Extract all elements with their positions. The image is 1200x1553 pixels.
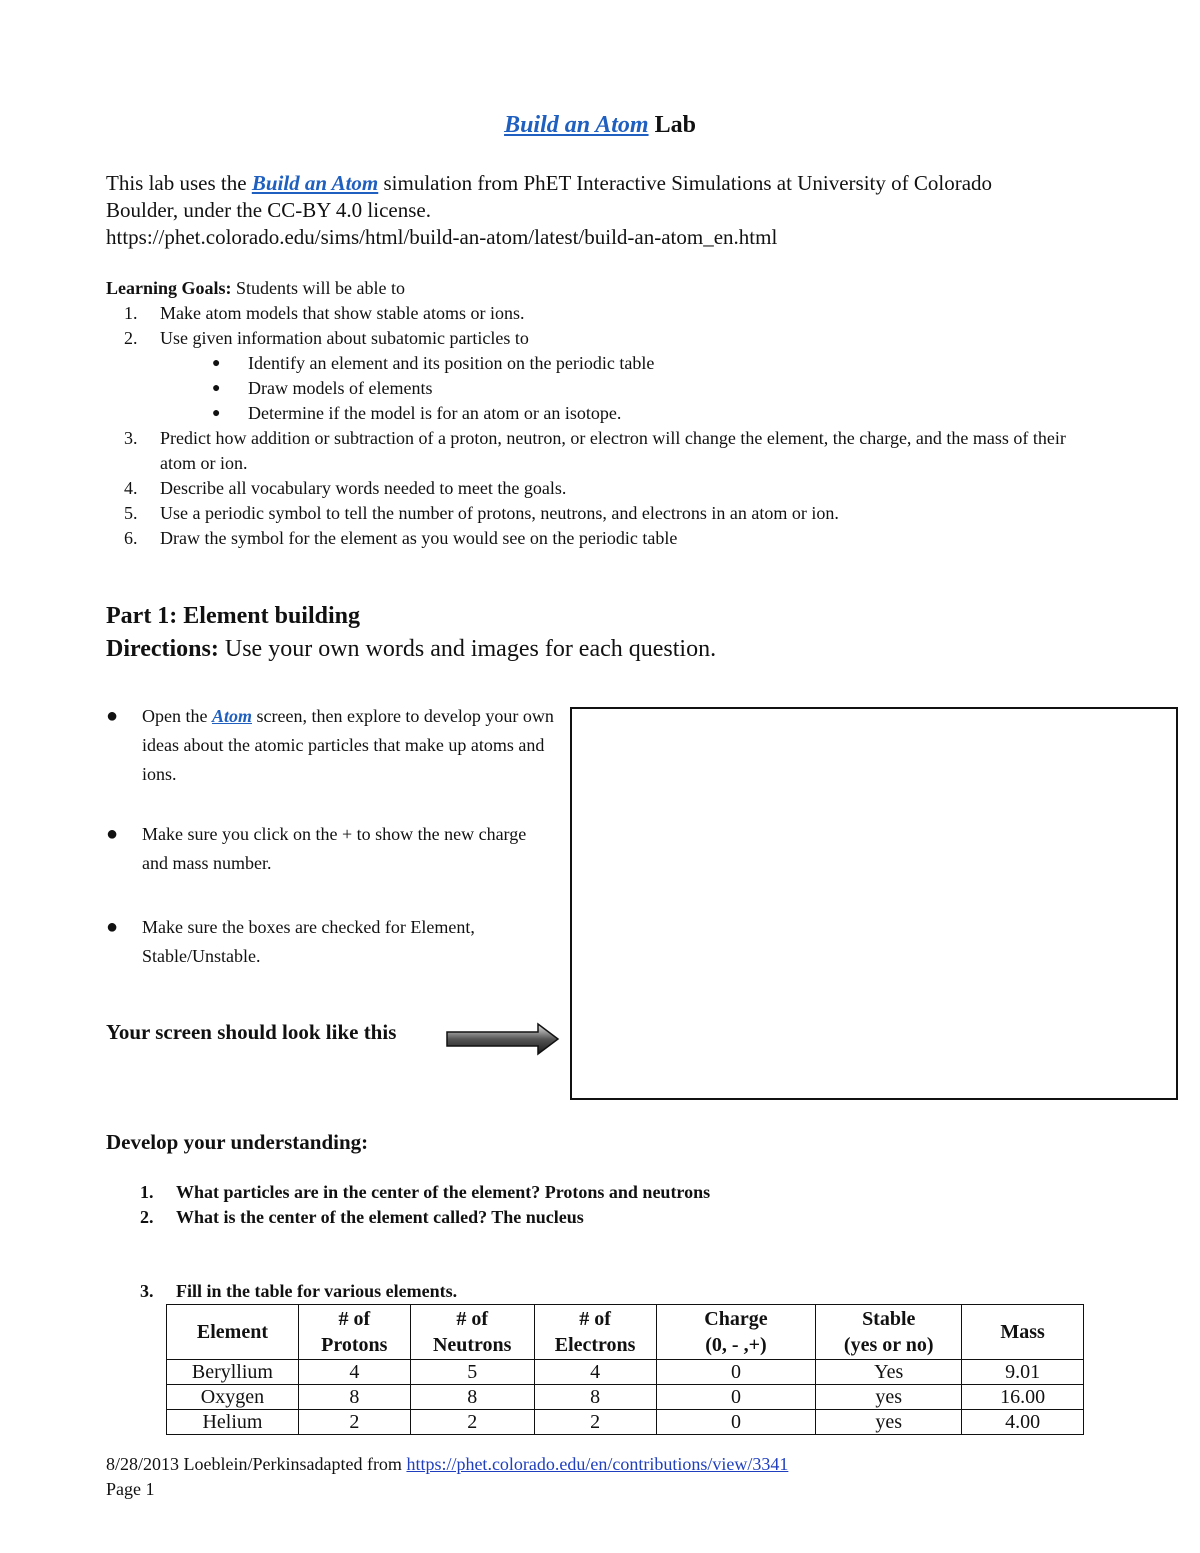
header-electrons: # of Electrons [534,1305,656,1360]
goal-text: Predict how addition or subtraction of a proton, neutron, or electron will change the element, the charge, and the mass of their atom or ion. [160,428,1066,473]
table-cell[interactable]: 0 [656,1360,816,1385]
question-text: What is the center of the element called? The nucleus [176,1207,584,1227]
goal-number: 4. [124,478,138,498]
question-number: 1. [140,1182,154,1202]
bullet-icon: ● [106,705,119,727]
table-row [167,1360,1084,1385]
learning-goals-lead: Students will be able to [231,278,405,298]
directions-label: Directions: [106,636,219,662]
goal-number: 3. [124,428,138,448]
goal-subitem [106,401,1106,426]
instruction-suffix: screen, then explore to develop your own ideas about the atomic particles that make up atoms and ions. [142,706,554,784]
table-row [167,1410,1084,1435]
goal-number: 1. [124,303,138,323]
instruction-bullet [106,820,556,878]
instruction-bullet [106,702,556,789]
header-stable: Stable (yes or no) [816,1305,962,1360]
goal-item [106,501,1106,526]
table-cell[interactable]: 2 [410,1410,534,1435]
goal-subitem-text: Identify an element and its position on the periodic table [248,353,655,373]
table-row [167,1385,1084,1410]
footer-source-link[interactable]: https://phet.colorado.edu/en/contributions/view/3341 [406,1454,789,1474]
goal-number: 5. [124,503,138,523]
develop-heading: Develop your understanding: [106,1130,369,1154]
intro-paragraph [106,170,1066,251]
header-element: Element [167,1305,299,1360]
right-arrow-icon [446,1022,560,1056]
table-cell[interactable]: Helium [167,1410,299,1435]
elements-table [166,1304,1084,1435]
goal-item [106,476,1106,501]
goal-text: Use given information about subatomic particles to [160,328,529,348]
table-cell[interactable]: 0 [656,1385,816,1410]
goal-subitem-text: Draw models of elements [248,378,433,398]
part1-directions [106,633,716,666]
page-title [0,112,1200,139]
goal-subitem [106,376,1106,401]
goal-subitem [106,351,1106,376]
table-cell[interactable]: yes [816,1410,962,1435]
goal-item [106,326,1106,351]
goal-number: 6. [124,528,138,548]
table-cell[interactable]: 8 [534,1385,656,1410]
page-footer [106,1452,788,1502]
table-cell[interactable]: 4 [534,1360,656,1385]
header-mass: Mass [962,1305,1084,1360]
bullet-icon: ● [212,381,221,396]
table-header-row [167,1305,1084,1360]
question-number: 2. [140,1207,154,1227]
goal-item [106,526,1106,551]
bullet-icon: ● [106,823,119,845]
intro-prefix: This lab uses the [106,171,247,195]
intro-suffix: simulation from PhET Interactive Simulations at University of Colorado Boulder, under the CC-BY 4.0 license. [106,171,993,222]
table-cell[interactable]: 4.00 [962,1410,1084,1435]
question-number: 3. [140,1281,154,1301]
goal-item [106,301,1106,326]
header-neutrons: # of Neutrons [410,1305,534,1360]
table-cell[interactable]: 2 [298,1410,410,1435]
instruction-bullet [106,913,556,971]
title-lab-text: Lab [654,112,696,138]
intro-sim-link[interactable]: Build an Atom [251,171,379,195]
question-item [140,1182,710,1203]
goal-text: Make atom models that show stable atoms or ions. [160,303,525,323]
goal-text: Describe all vocabulary words needed to meet the goals. [160,478,567,498]
question-item [140,1281,457,1302]
instruction-text [106,702,556,789]
question-text: Fill in the table for various elements. [176,1281,458,1301]
footer-prefix: 8/28/2013 Loeblein/Perkinsadapted from [106,1454,407,1474]
instruction-text: Make sure you click on the + to show the new charge and mass number. [142,824,527,873]
table-cell[interactable]: Oxygen [167,1385,299,1410]
goal-text: Draw the symbol for the element as you would see on the periodic table [160,528,678,548]
table-cell[interactable]: 0 [656,1410,816,1435]
learning-goals-label: Learning Goals: [106,278,232,298]
table-cell[interactable]: 8 [410,1385,534,1410]
table-cell[interactable]: yes [816,1385,962,1410]
goal-item [106,426,1106,476]
question-text: What particles are in the center of the element? Protons and neutrons [176,1182,711,1202]
header-protons: # of Protons [298,1305,410,1360]
question-item [140,1207,584,1228]
table-cell[interactable]: Beryllium [167,1360,299,1385]
title-sim-link[interactable]: Build an Atom [504,112,649,138]
table-cell[interactable]: 8 [298,1385,410,1410]
goal-subitem-text: Determine if the model is for an atom or an isotope. [248,403,622,423]
table-cell[interactable]: 2 [534,1410,656,1435]
screenshot-placeholder-box [570,707,1178,1100]
intro-url: https://phet.colorado.edu/sims/html/build-an-atom/latest/build-an-atom_en.html [106,225,778,249]
table-cell[interactable]: 16.00 [962,1385,1084,1410]
table-cell[interactable]: 5 [410,1360,534,1385]
bullet-icon: ● [212,356,221,371]
learning-goals [106,276,1106,551]
screen-note: Your screen should look like this [106,1020,397,1044]
learning-goals-intro [106,276,1106,301]
instruction-prefix: Open the [142,706,212,726]
header-charge: Charge (0, - ,+) [656,1305,816,1360]
goal-text: Use a periodic symbol to tell the number of protons, neutrons, and electrons in an atom or ion. [160,503,839,523]
bullet-icon: ● [212,406,221,421]
part1-heading [106,600,716,666]
table-cell[interactable]: Yes [816,1360,962,1385]
instruction-text: Make sure the boxes are checked for Element, Stable/Unstable. [142,917,475,966]
page-number: Page 1 [106,1479,155,1499]
part1-title: Part 1: Element building [106,603,361,629]
bullet-icon: ● [106,916,119,938]
goal-number: 2. [124,328,138,348]
directions-text: Use your own words and images for each question. [218,636,717,662]
atom-screen-link[interactable]: Atom [211,706,252,726]
table-cell[interactable]: 4 [298,1360,410,1385]
table-cell[interactable]: 9.01 [962,1360,1084,1385]
